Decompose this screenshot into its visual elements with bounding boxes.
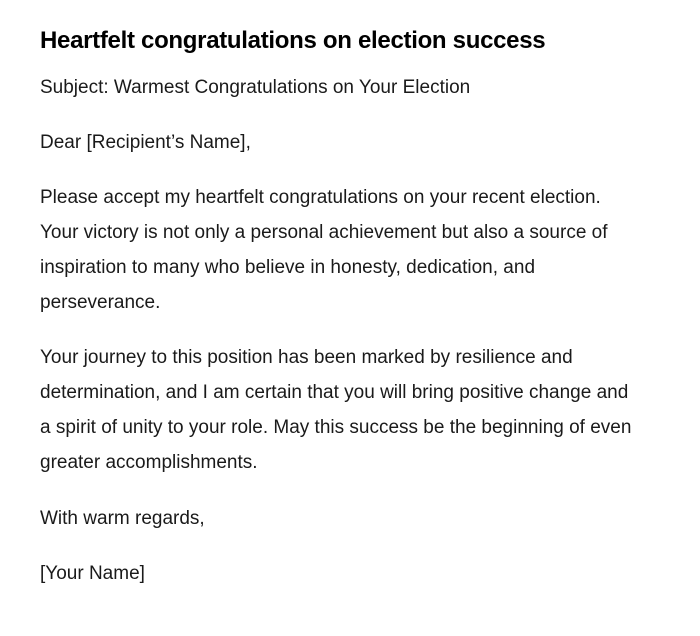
letter-document bbox=[40, 24, 640, 591]
document-title: Heartfelt congratulations on election success bbox=[40, 27, 546, 54]
closing-line: With warm regards, bbox=[40, 508, 205, 529]
greeting-line: Dear [Recipient’s Name], bbox=[40, 132, 251, 153]
body-paragraph-2: Your journey to this position has been marked by resilience and determination, and I am certain that you will bring positive change and a spirit of unity to your role. May this success be the beginning of even greater accomplishments. bbox=[40, 347, 632, 473]
subject-line: Subject: Warmest Congratulations on Your Election bbox=[40, 77, 471, 98]
body-paragraph-1: Please accept my heartfelt congratulations on your recent election. Your victory is not only a personal achievement but also a source of inspiration to many who believe in honesty, dedication, and perseverance. bbox=[40, 187, 608, 313]
signature-line: [Your Name] bbox=[40, 563, 145, 584]
